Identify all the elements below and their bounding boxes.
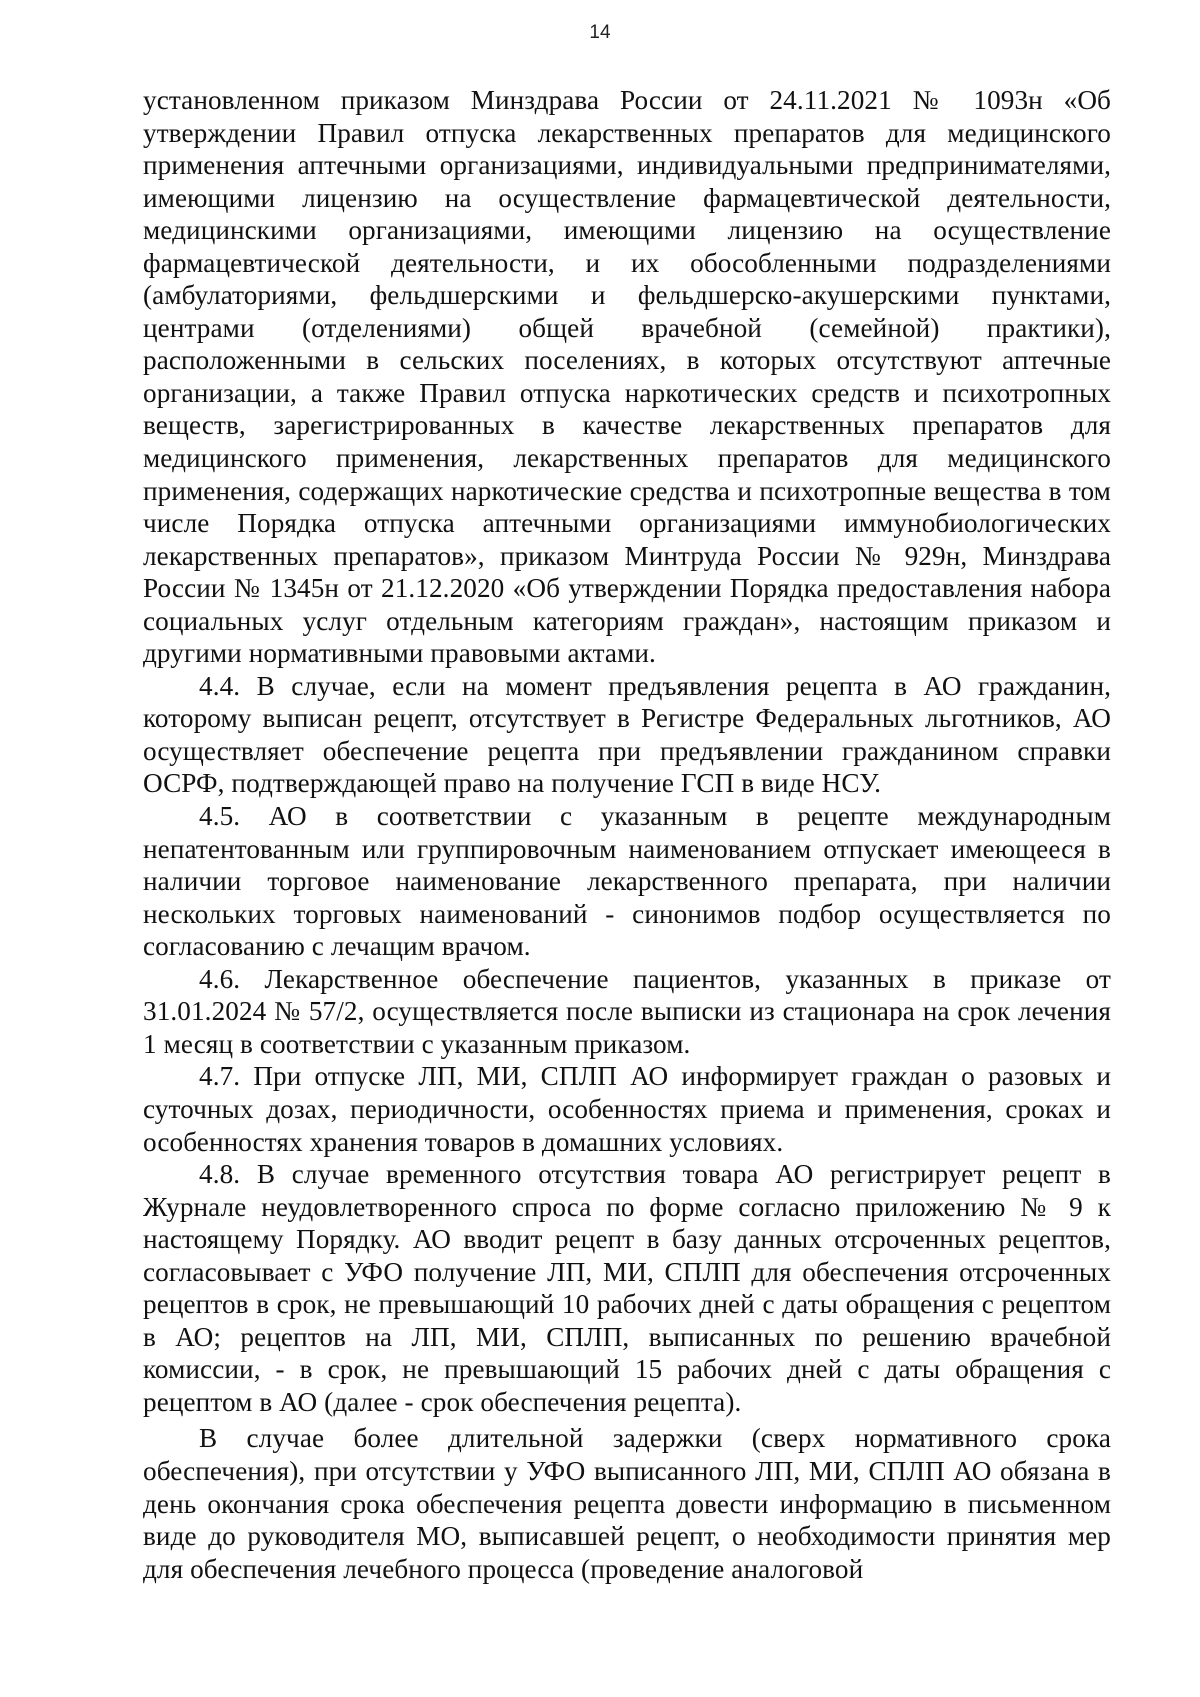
- paragraph-4-8: 4.8. В случае временного отсутствия товара АО регистрирует рецепт в Журнале неудовлетворенного спроса по форме согласно приложению № 9 к настоящему Порядку. АО вводит рецепт в базу данных отсроченных рецептов, согласовывает с УФО получение ЛП, МИ, СПЛП для обеспечения отсроченных рецептов в срок, не превышающий 10 рабочих дней с даты обращения с рецептом в АО; рецептов на ЛП, МИ, СПЛП, выписанных по решению врачебной комиссии, - в срок, не превышающий 15 рабочих дней с даты обращения с рецептом в АО (далее - срок обеспечения рецепта).: [143, 1159, 1111, 1417]
- paragraph-delay: В случае более длительной задержки (сверх нормативного срока обеспечения), при отсутствии у УФО выписанного ЛП, МИ, СПЛП АО обязана в день окончания срока обеспечения рецепта довести информацию в письменном виде до руководителя МО, выписавшей рецепт, о необходимости принятия мер для обеспечения лечебного процесса (проведение аналоговой: [143, 1423, 1111, 1584]
- paragraph-4-6: 4.6. Лекарственное обеспечение пациентов, указанных в приказе от 31.01.2024 № 57/2, осуществляется после выписки из стационара на срок лечения 1 месяц в соответствии с указанным приказом.: [143, 963, 1111, 1059]
- document-body: [143, 84, 1111, 1585]
- paragraph-continuation: установленном приказом Минздрава России от 24.11.2021 № 1093н «Об утверждении Правил отпуска лекарственных препаратов для медицинского применения аптечными организациями, индивидуальными предпринимателями, имеющими лицензию на осуществление фармацевтической деятельности, медицинскими организациями, имеющими лицензию на осуществление фармацевтической деятельности, и их обособленными подразделениями (амбулаториями, фельдшерскими и фельдшерско-акушерскими пунктами, центрами (отделениями) общей врачебной (семейной) практики), расположенными в сельских поселениях, в которых отсутствуют аптечные организации, а также Правил отпуска наркотических средств и психотропных веществ, зарегистрированных в качестве лекарственных препаратов для медицинского применения, лекарственных препаратов для медицинского применения, содержащих наркотические средства и психотропные вещества в том числе Порядка отпуска аптечными организациями иммунобиологических лекарственных препаратов», приказом Минтруда России № 929н, Минздрава России № 1345н от 21.12.2020 «Об утверждении Порядка предоставления набора социальных услуг отдельным категориям граждан», настоящим приказом и другими нормативными правовыми актами.: [143, 85, 1111, 669]
- page-number: 14: [589, 22, 611, 43]
- paragraph-4-4: 4.4. В случае, если на момент предъявления рецепта в АО гражданин, которому выписан рецепт, отсутствует в Регистре Федеральных льготников, АО осуществляет обеспечение рецепта при предъявлении гражданином справки ОСРФ, подтверждающей право на получение ГСП в виде НСУ.: [143, 670, 1111, 799]
- paragraph-4-5: 4.5. АО в соответствии с указанным в рецепте международным непатентованным или группировочным наименованием отпускает имеющееся в наличии торговое наименование лекарственного препарата, при наличии нескольких торговых наименований - синонимов подбор осуществляется по согласованию с лечащим врачом.: [143, 801, 1111, 962]
- paragraph-4-7: 4.7. При отпуске ЛП, МИ, СПЛП АО информирует граждан о разовых и суточных дозах, периодичности, особенностях приема и применения, сроках и особенностях хранения товаров в домашних условиях.: [143, 1061, 1111, 1157]
